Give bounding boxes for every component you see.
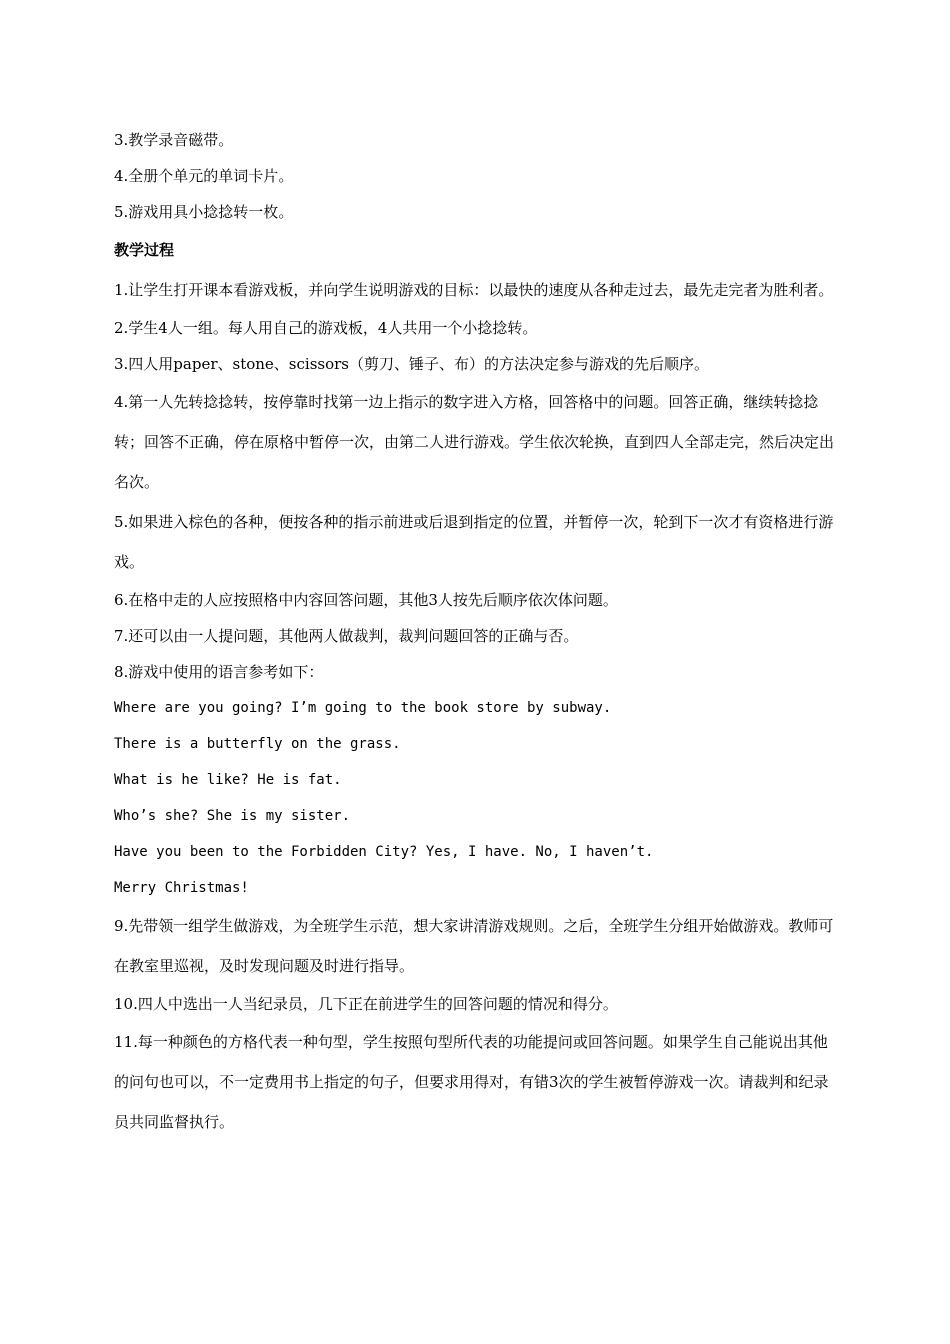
material-item: 5.游戏用具小捻捻转一枚。 bbox=[114, 203, 294, 221]
document-page bbox=[114, 122, 838, 1142]
material-item: 3.教学录音磁带。 bbox=[114, 131, 234, 149]
step-paragraph: 5.如果进入棕色的各种，便按各种的指示前进或后退到指定的位置，并暂停一次，轮到下一次才有资格进行游戏。 bbox=[114, 513, 834, 571]
language-example: Who’s she? She is my sister. bbox=[114, 808, 351, 824]
step-paragraph: 8.游戏中使用的语言参考如下： bbox=[114, 663, 324, 681]
step-paragraph: 9.先带领一组学生做游戏，为全班学生示范，想大家讲清游戏规则。之后，全班学生分组开始做游戏。教师可在教室里巡视，及时发现问题及时进行指导。 bbox=[114, 917, 834, 975]
step-paragraph: 10.四人中选出一人当纪录员，几下正在前进学生的回答问题的情况和得分。 bbox=[114, 995, 618, 1013]
step-paragraph: 1.让学生打开课本看游戏板，并向学生说明游戏的目标：以最快的速度从各种走过去，最先走完者为胜利者。 bbox=[114, 281, 834, 299]
language-example: What is he like? He is fat. bbox=[114, 772, 342, 788]
material-item: 4.全册个单元的单词卡片。 bbox=[114, 167, 294, 185]
step-paragraph: 11.每一种颜色的方格代表一种句型，学生按照句型所代表的功能提问或回答问题。如果学生自己能说出其他的问句也可以，不一定费用书上指定的句子，但要求用得对，有错3次的学生被暂停游戏一次。请裁判和纪录员共同监督执行。 bbox=[114, 1033, 829, 1131]
step-paragraph: 7.还可以由一人提问题，其他两人做裁判，裁判问题回答的正确与否。 bbox=[114, 627, 579, 645]
section-heading: 教学过程 bbox=[114, 241, 175, 259]
step-paragraph: 4.第一人先转捻捻转，按停靠时找第一边上指示的数字进入方格，回答格中的问题。回答正确，继续转捻捻转；回答不正确，停在原格中暂停一次，由第二人进行游戏。学生依次轮换，直到四人全部走完，然后决定出名次。 bbox=[114, 393, 835, 491]
language-example: There is a butterfly on the grass. bbox=[114, 736, 401, 752]
language-example: Where are you going? I’m going to the book store by subway. bbox=[114, 700, 612, 716]
language-example: Have you been to the Forbidden City? Yes, I have. No, I haven’t. bbox=[114, 844, 654, 860]
step-paragraph: 2.学生4人一组。每人用自己的游戏板，4人共用一个小捻捻转。 bbox=[114, 319, 538, 337]
step-paragraph: 6.在格中走的人应按照格中内容回答问题，其他3人按先后顺序依次体问题。 bbox=[114, 591, 618, 609]
language-example: Merry Christmas! bbox=[114, 880, 249, 896]
step-paragraph: 3.四人用paper、stone、scissors（剪刀、锤子、布）的方法决定参与游戏的先后顺序。 bbox=[114, 355, 709, 373]
